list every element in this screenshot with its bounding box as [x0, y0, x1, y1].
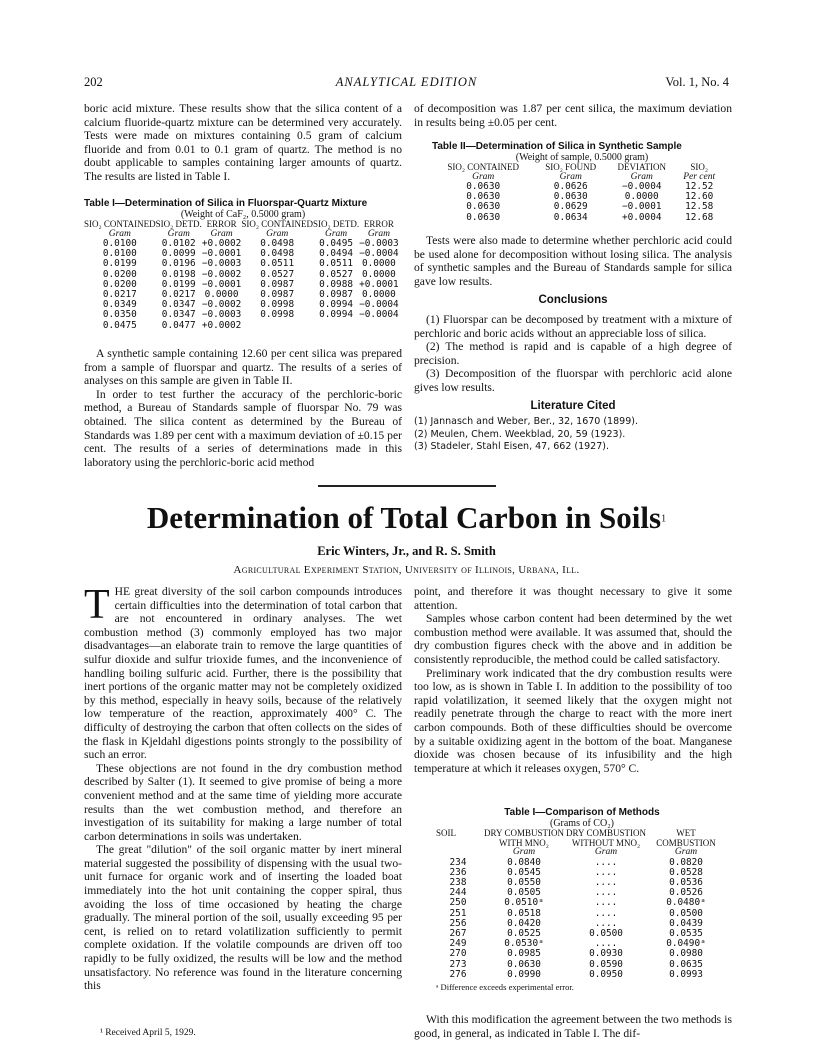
table-cell: −0.0001 [201, 248, 242, 260]
table-cell: 0.0100 [102, 238, 137, 249]
table-cell: 236 [449, 866, 467, 878]
column-header: SOIL [436, 828, 456, 838]
table-cell: 0.0420 [507, 917, 541, 929]
table-cell: 0.0930 [589, 948, 623, 960]
reference-item: (1) Jannasch and Weber, Ber., 32, 1670 (1899). [414, 416, 638, 428]
table-cell: 0.0349 [102, 299, 137, 311]
table-cell: 0.0526 [669, 887, 703, 899]
table-cell: −0.0004 [359, 299, 399, 311]
table-cell: .... [594, 856, 618, 868]
paragraph: In order to test further the accuracy of the perchloric-boric method, a Bureau of Standards sample of fluorspar No. 79 was obtained. The silica content as determined by the Bureau of Standards was 1.89 per cent with a maximum deviation of ±0.15 per cent. The results of a series of determinations made in this laboratory using the perchloric-boric acid method [84, 387, 402, 469]
table-cell: 0.0000 [361, 268, 396, 280]
table-cell: 12.58 [685, 201, 714, 213]
article-right-column-end [414, 1013, 732, 1040]
column-header: WET COMBUSTION [656, 828, 716, 848]
top-left-column [84, 102, 402, 184]
table-cell: 238 [449, 876, 467, 888]
top-right-column-continued [414, 234, 732, 453]
paragraph: of decomposition was 1.87 per cent silica, the maximum deviation in results being ±0.05 per cent. [414, 102, 732, 129]
section-heading: Conclusions [538, 294, 608, 307]
table-cell: 267 [449, 927, 467, 939]
table-cell: 0.0518 [507, 907, 541, 919]
table-cell: 0.0527 [260, 268, 295, 280]
table-cell: 0.0545 [507, 866, 541, 878]
table-cell: 0.0439 [669, 917, 703, 929]
table-cell: 0.0527 [319, 268, 353, 280]
table-cell: 0.0994 [319, 309, 353, 321]
paragraph: HE great diversity of the soil carbon compounds introduces certain difficulties into the determination of total carbon that are not encountered in ordinary analyses. The wet combustion method (3) commonly employed has two major disadvantages—an elaborate train to remove the large quantities of sulfur dioxide and sulfur trioxide fumes, and the inconvenience of handling boiling sulfuric acid. Further, there is the possibility that inert portions of the organic matter may not be completely oxidized by this method, especially in heavy soils, because of the relatively low temperature of the reaction, approximately 400° C. The difficulty of destroying the carbon that often collects on the sides of the flask in Kjeldahl digestions points strongly to the possibility of such an error. [84, 585, 402, 762]
table-cell: 0.0998 [260, 309, 295, 321]
column-header: ERROR [206, 219, 237, 229]
conclusion-item: (1) Fluorspar can be decomposed by treatment with a mixture of perchloric and boric acids without an appreciable loss of silica. [414, 312, 732, 340]
journal-title: ANALYTICAL EDITION [335, 75, 478, 89]
table-cell: 0.0511 [260, 258, 295, 270]
data-table [84, 220, 399, 331]
unit-label: Gram [472, 171, 495, 182]
data-table [432, 829, 724, 980]
table-cell: −0.0001 [621, 201, 662, 213]
table-cell: 0.0000 [361, 258, 396, 270]
table-cell: .... [594, 876, 618, 888]
article-left-column [84, 582, 402, 993]
table-cell: −0.0002 [201, 268, 242, 280]
table-cell: 0.0840 [507, 856, 541, 868]
table-cell: 0.0198 [161, 268, 196, 280]
table-cell: 0.0495 [319, 238, 353, 249]
column-header: ERROR [363, 219, 394, 229]
table-cell: +0.0001 [359, 278, 399, 290]
unit-label: Gram [210, 228, 233, 239]
table-cell: 0.0350 [102, 309, 137, 321]
table-cell: 0.0528 [669, 866, 703, 878]
table-cell: 0.0820 [669, 856, 703, 868]
table-cell: .... [594, 866, 618, 878]
table-cell: 276 [449, 968, 467, 980]
table-cell: 0.0100 [102, 248, 137, 260]
top-left-column-continued [84, 347, 402, 469]
table-cell: 0.0987 [260, 289, 295, 301]
table-cell: .... [594, 907, 618, 919]
table-caption: Table I—Comparison of Methods [504, 807, 660, 818]
paragraph: These objections are not found in the dry combustion method described by Salter (1). It seemed to give promise of being a more convenient method and at the same time of yielding more accurate results than the wet combustion method, and therefore an investigation of its suitability for making a large number of total carbon determinations in soils was undertaken. [84, 761, 402, 843]
table-cell: 0.0217 [161, 289, 196, 301]
table-cell: −0.0003 [201, 258, 242, 270]
unit-label: Gram [674, 847, 698, 857]
table-cell: 0.0480ᵃ [666, 897, 706, 909]
title-text: Determination of Total Carbon in Soils [146, 500, 662, 535]
table-cell: 0.0985 [507, 948, 541, 960]
footnote: ¹ Received April 5, 1929. [100, 1028, 196, 1038]
table-cell: +0.0002 [201, 319, 242, 331]
authors: Eric Winters, Jr., and R. S. Smith [317, 544, 496, 558]
top-right-column [414, 102, 732, 129]
reference-item: (2) Meulen, Chem. Weekblad, 20, 59 (1923). [414, 428, 626, 440]
table-cell: 12.60 [685, 191, 714, 203]
conclusion-item: (3) Decomposition of the fluorspar with perchloric acid alone gives low results. [414, 367, 732, 394]
column-header: SIO₂ DETD. [155, 219, 202, 229]
table-cell: 0.0498 [260, 238, 295, 249]
table-cell: .... [594, 887, 618, 899]
table-cell: 0.0102 [161, 238, 196, 249]
unit-label: Gram [108, 228, 131, 239]
table-cell: 0.0630 [466, 201, 501, 213]
table-cell: 0.0630 [466, 191, 501, 203]
table-cell: 0.0535 [669, 927, 703, 939]
table-cell: .... [594, 917, 618, 929]
table-cell: 0.0635 [669, 958, 703, 970]
column-header: SIO₂ CONTAINED [241, 219, 313, 229]
table-cell: 0.0525 [507, 927, 541, 939]
section-heading: Literature Cited [530, 399, 616, 412]
column-header: DEVIATION [617, 162, 666, 172]
table-row [432, 970, 724, 980]
table-cell: 0.0490ᵃ [666, 938, 706, 950]
table-cell [359, 321, 399, 331]
table-row [432, 949, 724, 959]
drop-cap: T [84, 582, 110, 628]
unit-label: Gram [630, 171, 653, 182]
table-cell: 0.0993 [669, 968, 703, 980]
paragraph: Samples whose carbon content had been determined by the wet combustion method were available. It was assumed that, should the dry combustion figures check with the above and in addition be consistently reproducible, the method could be called satisfactory. [414, 612, 732, 666]
table-cell: 0.0199 [161, 278, 196, 290]
table-cell: 0.0500 [589, 927, 623, 939]
column-header: DRY COMBUSTION WITH MNO₂ [484, 828, 564, 848]
table-cell: 270 [449, 948, 467, 960]
column-header: SIO₂ DETD. [313, 219, 360, 229]
unit-label: Gram [594, 847, 618, 857]
table-cell: 0.0634 [553, 211, 588, 223]
table-cell: 0.0550 [507, 876, 541, 888]
table-cell: 256 [449, 917, 467, 929]
table-cell: 0.0494 [319, 248, 353, 260]
table-cell: 0.0536 [669, 876, 703, 888]
table-cell: 0.0590 [589, 958, 623, 970]
table-cell: 0.0510ᵃ [504, 897, 544, 909]
column-header: SIO₂ CONTAINED [84, 219, 156, 229]
table-cell: 244 [449, 887, 467, 899]
unit-label: Gram [512, 847, 536, 857]
table-cell [241, 321, 313, 331]
reference-item: (3) Stadeler, Stahl Eisen, 47, 662 (1927). [414, 440, 610, 452]
table-cell: 0.0950 [589, 968, 623, 980]
table-cell: 0.0980 [669, 948, 703, 960]
column-header: SIO₂ [690, 162, 708, 172]
table-2-silica [432, 141, 732, 223]
volume-issue: Vol. 1, No. 4 [665, 75, 729, 89]
table-cell: +0.0004 [621, 211, 662, 223]
table-caption: Table I—Determination of Silica in Fluorspar-Quartz Mixture [84, 198, 368, 209]
table-cell: 251 [449, 907, 467, 919]
column-header: SIO₂ CONTAINED [447, 162, 520, 172]
reference-list [414, 416, 732, 453]
article-title [0, 500, 813, 536]
unit-label: Per cent [683, 171, 716, 182]
table-cell: −0.0002 [201, 299, 242, 311]
article-right-column [414, 585, 732, 775]
section-divider [318, 485, 496, 487]
affiliation: Agricultural Experiment Station, University of Illinois, Urbana, Ill. [233, 564, 580, 576]
table-cell: 0.0530ᵃ [504, 938, 544, 950]
table-cell: 0.0199 [102, 258, 137, 270]
table-cell: 0.0987 [260, 278, 295, 290]
table-cell: 0.0629 [553, 201, 588, 213]
table-cell: 0.0498 [260, 248, 295, 260]
unit-label: Gram [324, 228, 348, 239]
table-cell: 0.0200 [102, 268, 137, 280]
table-cell: 0.0099 [161, 248, 196, 260]
table-cell: +0.0002 [201, 238, 242, 249]
conclusion-item: (2) The method is rapid and is capable of a high degree of precision. [414, 340, 732, 367]
table-cell: .... [594, 897, 618, 909]
table-cell: 249 [449, 938, 467, 950]
table-row [432, 213, 722, 223]
paragraph: Preliminary work indicated that the dry combustion results were too low, as is shown in Table I. In addition to the possibility of too rapid volatilization, it seemed likely that the oxygen might not readily penetrate through the charge to react with the more inert carbon compounds. Both of these difficulties should be overcome by a suitable oxidizing agent in the bottom of the boat. Manganese dioxide was chosen because of its infusibility and the high temperature at which it releases oxygen, 570° C. [414, 666, 732, 775]
table-cell: 0.0994 [319, 299, 353, 311]
data-table [432, 163, 722, 223]
unit-label: Gram [559, 171, 582, 182]
table-cell: −0.0004 [359, 309, 399, 321]
table-cell: 0.0347 [161, 299, 196, 311]
table-row [84, 321, 399, 331]
table-cell: 12.52 [685, 181, 714, 192]
table-cell: 0.0000 [361, 289, 396, 301]
table-row [432, 898, 724, 908]
paragraph: boric acid mixture. These results show that the silica content of a calcium fluoride-quartz mixture can be determined very accurately. Tests were made on mixtures containing 0.5 gram of calcium fluoride and from 0.01 to 0.1 gram of quartz. The method is no doubt applicable to samples containing larger amounts of quartz. The results are listed in Table I. [84, 102, 402, 183]
table-cell: 250 [449, 897, 467, 909]
paragraph: point, and therefore it was thought necessary to give it some attention. [414, 585, 732, 612]
table-subcaption: (Grams of CO₂) [549, 818, 615, 829]
table-cell: −0.0004 [359, 248, 399, 260]
table-cell: 273 [449, 958, 467, 970]
table-cell: 0.0217 [102, 289, 137, 301]
paragraph: The great "dilution" of the soil organic matter by inert mineral material suggested the possibility of dispensing with the usual two-unit furnace for organic work and of inserting the loaded boat immediately into the hot unit containing the copper spiral, thus avoiding the loss of time occasioned by heating the charge gradually. The mineral portion of the soil, usually exceeding 95 per cent, is relied on to retard volatilization sufficiently to permit complete oxidation. If the volatile compounds are driven off too rapidly to be fully oxidized, the results will be low and the method unsatisfactory. No reference was found in the literature concerning this [84, 843, 402, 993]
table-footnote: ᵃ Difference exceeds experimental error. [436, 981, 574, 992]
table-cell: 0.0505 [507, 887, 541, 899]
unit-label: Gram [266, 228, 289, 239]
unit-label: Gram [367, 228, 390, 239]
page-number: 202 [84, 75, 103, 89]
column-header: SIO₂ FOUND [545, 162, 597, 172]
table-caption: Table II—Determination of Silica in Synthetic Sample [432, 141, 682, 152]
table-cell [313, 321, 359, 331]
column-header: DRY COMBUSTION WITHOUT MNO₂ [566, 828, 646, 848]
table-cell: 234 [449, 856, 467, 868]
table-cell: 0.0500 [669, 907, 703, 919]
table-cell: 0.0630 [507, 958, 541, 970]
table-cell: 0.0987 [319, 289, 353, 301]
table-cell: 0.0988 [319, 278, 353, 290]
table-cell: 0.0347 [161, 309, 196, 321]
unit-label: Gram [167, 228, 190, 239]
table-cell: 12.68 [685, 211, 714, 223]
table-subcaption: (Weight of CaF₂, 0.5000 gram) [180, 209, 306, 220]
table-cell: 0.0477 [161, 319, 196, 331]
table-cell: 0.0200 [102, 278, 137, 290]
table-cell: 0.0990 [507, 968, 541, 980]
table-cell: −0.0003 [201, 309, 242, 321]
table-cell: 0.0511 [319, 258, 353, 270]
table-subcaption: (Weight of sample, 0.5000 gram) [515, 152, 649, 163]
table-comparison-of-methods [432, 807, 732, 992]
table-cell: 0.0196 [161, 258, 196, 270]
table-cell: −0.0003 [359, 238, 399, 249]
paragraph: A synthetic sample containing 12.60 per cent silica was prepared from a sample of fluorspar and quartz. The results of a series of analyses on this sample are given in Table II. [84, 347, 402, 388]
table-cell: .... [594, 938, 618, 950]
table-cell: 0.0630 [466, 211, 501, 223]
table-cell: −0.0004 [621, 181, 662, 192]
table-cell: 0.0000 [204, 289, 239, 301]
table-cell: 0.0000 [624, 191, 659, 203]
table-cell: 0.0630 [466, 181, 501, 192]
table-cell: 0.0626 [553, 181, 588, 192]
paragraph: With this modification the agreement between the two methods is good, in general, as indicated in Table I. The dif- [414, 1013, 732, 1040]
table-cell: 0.0998 [260, 299, 295, 311]
table-1-silica [84, 198, 402, 331]
table-cell: 0.0630 [553, 191, 588, 203]
table-cell: 0.0475 [102, 319, 137, 331]
table-cell: −0.0001 [201, 278, 242, 290]
paragraph: Tests were also made to determine whether perchloric acid could be used alone for decomposition without losing silica. The analysis of synthetic samples and the Bureau of Standards sample for silica gave low results. [414, 234, 732, 288]
title-footnote-mark: 1 [661, 513, 667, 525]
